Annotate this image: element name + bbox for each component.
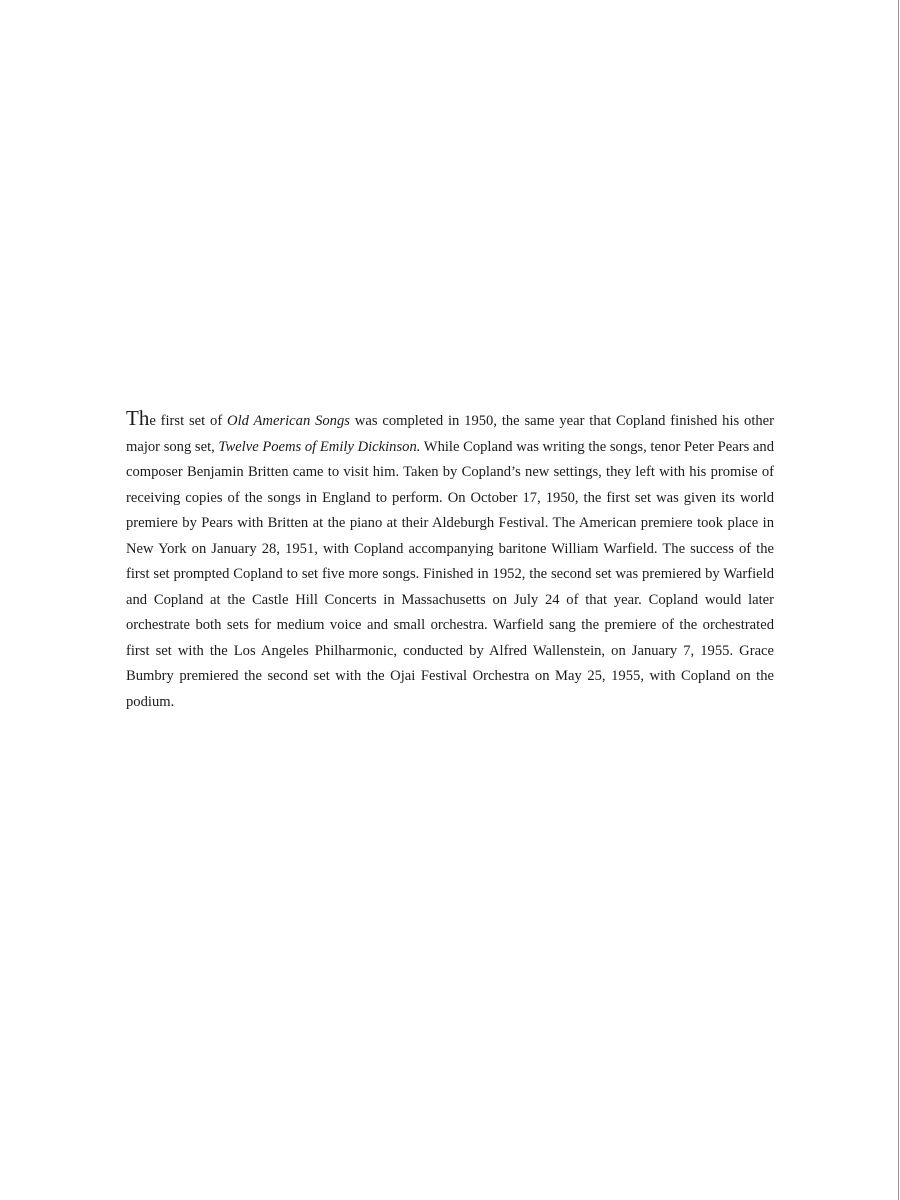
text-segment: While Copland was writing the songs, tenor Peter Pears and composer Benjamin Britten came to visit him. Taken by Copland’s new settings, they left with his promise of receiving copies of the songs in England to perform. On October 17, 1950, the first set was given its world premiere by Pears with Britten at the piano at their Aldeburgh Festival. The American premiere took place in New York on January 28, 1951, with Copland accompanying baritone William Warfield. The success of the first set prompted Copland to set five more songs. Finished in 1952, the second set was premiered by Warfield and Copland at the Castle Hill Concerts in Massachusetts on July 24 of that year. Copland would later orchestrate both sets for medium voice and small orchestra. Warfield sang the premiere of the orchestrated first set with the Los Angeles Philharmonic, conducted by Alfred Wallenstein, on January 7, 1955. Grace Bumbry premiered the second set with the Ojai Festival Orchestra on May 25, 1955, with Copland on the podium. <box>126 438 774 710</box>
body-paragraph <box>126 408 774 715</box>
text-segment: was completed in 1950, the same year that Copland finished his other major song set, <box>126 413 775 455</box>
text-segment: e first set of <box>149 413 228 429</box>
work-title-old-american-songs: Old American Songs <box>227 413 350 429</box>
paragraph-dropcap: Th <box>126 406 150 430</box>
work-title-twelve-poems: Twelve Poems of Emily Dickinson. <box>218 438 421 455</box>
